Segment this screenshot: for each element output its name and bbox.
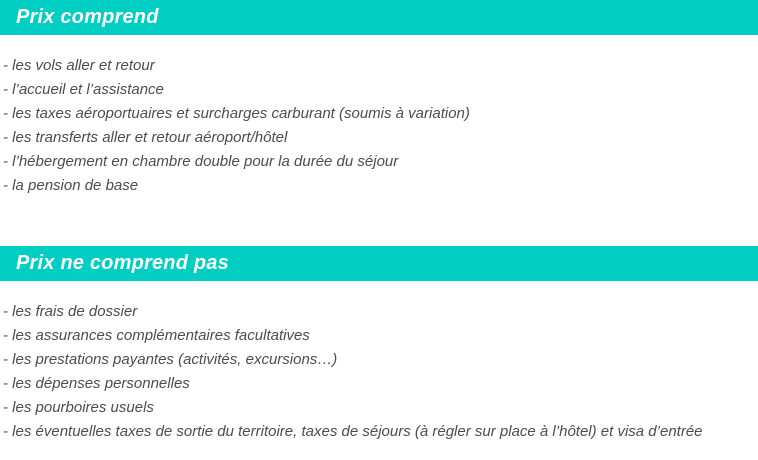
list-item: - les frais de dossier (3, 303, 138, 320)
list-item: - les transferts aller et retour aéroport/hôtel (3, 129, 288, 146)
section-title: Prix comprend (16, 6, 159, 28)
list-item: - les pourboires usuels (3, 399, 154, 416)
section-header (0, 246, 758, 281)
section-price-excludes (0, 246, 758, 444)
price-excludes-list (0, 300, 758, 444)
list-item: - les vols aller et retour (3, 57, 155, 74)
section-price-includes (0, 0, 758, 198)
list-item: - l’accueil et l’assistance (3, 81, 164, 98)
list-item: - la pension de base (3, 177, 139, 194)
list-item: - les prestations payantes (activités, excursions…) (3, 351, 338, 368)
price-includes-list (0, 54, 758, 198)
list-item: - les taxes aéroportuaires et surcharges carburant (soumis à variation) (3, 105, 470, 122)
list-item: - les éventuelles taxes de sortie du territoire, taxes de séjours (à régler sur place à l’hôtel) et visa d’entrée (3, 423, 703, 440)
list-item: - les assurances complémentaires facultatives (3, 327, 310, 344)
section-title: Prix ne comprend pas (16, 252, 229, 274)
list-item: - les dépenses personnelles (3, 375, 190, 392)
list-item: - l’hébergement en chambre double pour la durée du séjour (3, 153, 399, 170)
section-header (0, 0, 758, 35)
